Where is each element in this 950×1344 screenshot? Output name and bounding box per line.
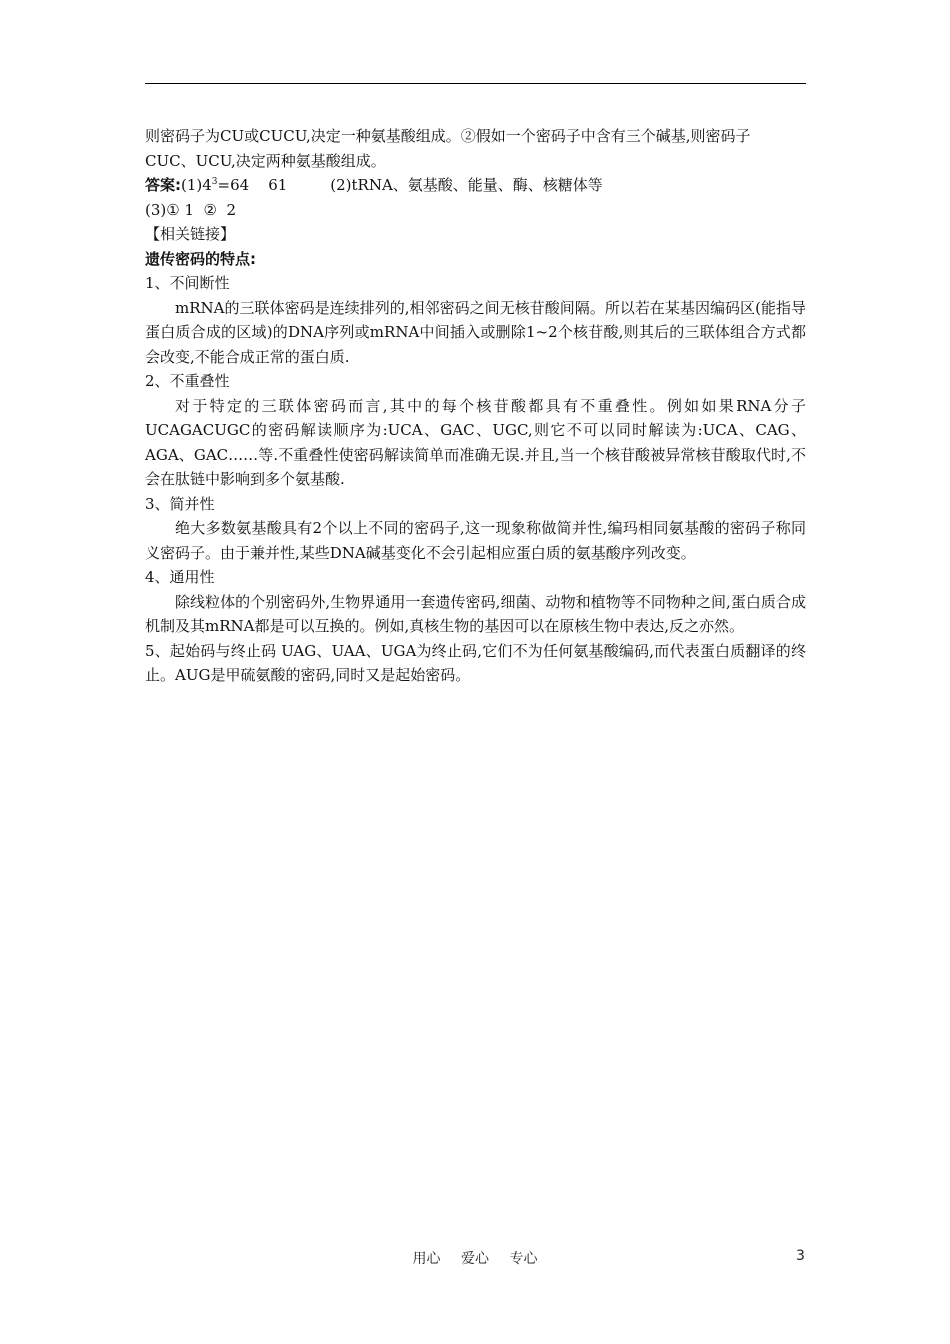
item-4-body: 除线粒体的个别密码外,生物界通用一套遗传密码,细菌、动物和植物等不同物种之间,蛋白质合成机制及其mRNA都是可以互换的。例如,真核生物的基因可以在原核生物中表达,反之亦然。	[145, 592, 806, 635]
item-5-paragraph: 5、起始码与终止码 UAG、UAA、UGA为终止码,它们不为任何氨基酸编码,而代表蛋白质翻译的终止。AUG是甲硫氨酸的密码,同时又是起始密码。	[145, 641, 806, 684]
section-title: 遗传密码的特点:	[145, 249, 256, 268]
answer-part1-prefix: (1)4	[181, 176, 212, 194]
intro-line-2: CUC、UCU,决定两种氨基酸组成。	[145, 151, 386, 170]
answer-label: 答案:	[145, 176, 181, 194]
answer-part1-superscript: 3	[211, 177, 218, 187]
item-1-body: mRNA的三联体密码是连续排列的,相邻密码之间无核苷酸间隔。所以若在某基因编码区(能指导蛋白质合成的区域)的DNA序列或mRNA中间插入或删除1~2个核苷酸,则其后的三联体组合方式都会改变,不能合成正常的蛋白质.	[145, 298, 806, 366]
related-link-heading: 【相关链接】	[145, 225, 236, 243]
item-4-heading: 4、通用性	[145, 568, 215, 586]
item-2-heading: 2、不重叠性	[145, 372, 230, 390]
intro-line-1: 则密码子为CU或CUCU,决定一种氨基酸组成。②假如一个密码子中含有三个碱基,则密码子	[145, 127, 751, 145]
page-body	[145, 124, 806, 688]
footer-word-1: 用心	[412, 1251, 441, 1267]
header-rule	[145, 83, 806, 84]
answer-part1-rest: =64 61 (2)tRNA、氨基酸、能量、酶、核糖体等	[217, 176, 603, 194]
item-3-body: 绝大多数氨基酸具有2个以上不同的密码子,这一现象称做简并性,编玛相同氨基酸的密码子称同义密码子。由于兼并性,某些DNA碱基变化不会引起相应蛋白质的氨基酸序列改变。	[145, 519, 806, 562]
answer-line-2: (3)① 1 ② 2	[145, 200, 237, 219]
item-2-body: 对于特定的三联体密码而言,其中的每个核苷酸都具有不重叠性。例如如果RNA分子UCAGACUGC的密码解读顺序为:UCA、GAC、UGC,则它不可以同时解读为:UCA、CAG、AGA、GAC……等.不重叠性使密码解读简单而准确无误.并且,当一个核苷酸被异常核苷酸取代时,不会在肽链中影响到多个氨基酸.	[145, 396, 806, 488]
item-3-heading: 3、简并性	[145, 494, 215, 513]
page-number: 3	[796, 1248, 805, 1264]
footer-word-3: 专心	[509, 1251, 538, 1267]
item-1-heading: 1、不间断性	[145, 274, 230, 292]
footer-word-2: 爱心	[461, 1251, 489, 1267]
answer-line-1	[145, 173, 806, 198]
page-footer	[0, 1248, 950, 1268]
